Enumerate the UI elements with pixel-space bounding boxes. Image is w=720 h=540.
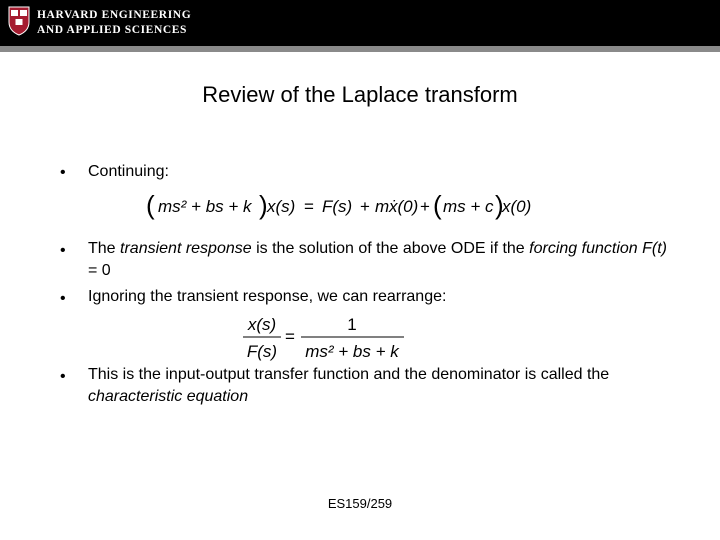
eq1-x-0: x(0) — [502, 197, 532, 216]
b4-em: characteristic equation — [88, 388, 249, 405]
paren-close-2: ) — [495, 190, 504, 220]
eq1-F-of-s: F(s) — [322, 197, 353, 216]
harvard-shield-icon — [8, 6, 30, 36]
laplace-ode-equation — [146, 188, 546, 222]
paren-close: ) — [259, 190, 268, 220]
eq2-num-left: x(s) — [247, 315, 277, 334]
paren-open: ( — [146, 190, 155, 220]
eq1-quadratic: ms² + bs + k — [158, 197, 252, 216]
logo-line-1: HARVARD ENGINEERING — [37, 9, 192, 21]
bullet-marker-2: • — [60, 242, 66, 259]
slide-title: Review of the Laplace transform — [202, 82, 518, 107]
eq2-equals: = — [285, 327, 295, 346]
b2-mid: is the solution of the above ODE if the — [251, 240, 530, 257]
logo-line-2: AND APPLIED SCIENCES — [37, 24, 188, 36]
bullet-text-transient — [88, 238, 678, 282]
eq1-linear: ms + c — [443, 197, 494, 216]
bullet-text-characteristic — [88, 364, 678, 408]
bullet-marker-4: • — [60, 368, 66, 385]
bullet-text-continuing: Continuing: — [88, 163, 169, 180]
eq1-plus-2: + — [420, 197, 430, 216]
eq2-num-right: 1 — [347, 315, 357, 334]
eq1-plus-1: + — [360, 197, 370, 216]
b2-post: = 0 — [88, 262, 111, 279]
eq1-xdot-0: ẋ(0) — [389, 197, 419, 216]
bullet-marker-3: • — [60, 290, 66, 307]
bullet-marker-1: • — [60, 164, 66, 181]
paren-open-2: ( — [433, 190, 442, 220]
eq1-m: m — [375, 197, 390, 216]
transfer-function-equation — [240, 310, 420, 364]
b2-em-forcing: forcing function F — [529, 240, 652, 257]
header-stripe — [0, 46, 720, 52]
eq2-den-left: F(s) — [246, 342, 278, 361]
institution-logo-text — [37, 8, 191, 38]
b2-pre: The — [88, 240, 121, 257]
slide-footer-course-code: ES159/259 — [327, 496, 393, 511]
eq1-x-of-s: x(s) — [267, 197, 296, 216]
bullet-text-rearrange: Ignoring the transient response, we can rearrange: — [88, 288, 447, 305]
b2-em-transient: transient response — [120, 240, 252, 257]
b2-t: (t) — [651, 240, 667, 257]
eq1-equals: = — [304, 197, 314, 216]
eq2-den-right: ms² + bs + k — [305, 342, 399, 361]
b4-pre: This is the input-output transfer function and the denominator is called the — [88, 366, 610, 383]
